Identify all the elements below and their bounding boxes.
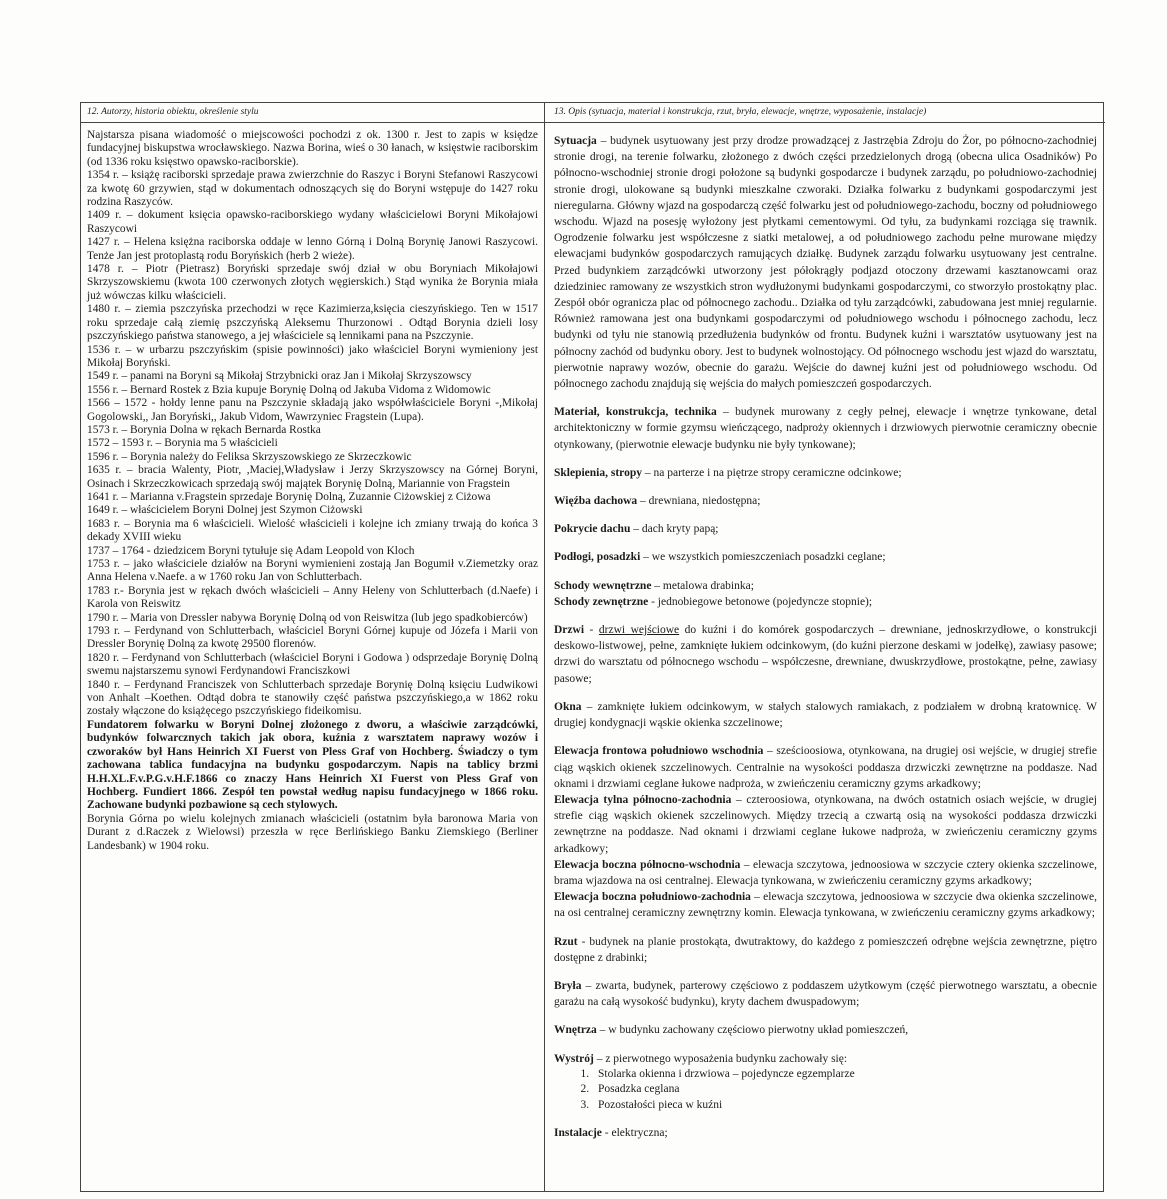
section-title: Rzut — [554, 935, 578, 948]
section-text: – budynek usytuowany jest przy drodze prowadzącej z Jastrzębia Zdroju do Żor, po północno-zachodniej stronie drogi, na terenie folwarku, złożonego z dwóch części przedzielonych drogą (obecna ulica Osadników) Po północno-wschodniej stronie drogi położone są budynki gospodarcze i budynek zarządu, po południowo-zachodniej stronie drogi, ulokowane są budynki mieszkalne czworaki. Działka folwarku z budynkami gospodarczymi jest nieregularna. Główny wjazd na gospodarczą część folwarku jest od południowego-zachodu, boczny od południowego wschodu. Wjazd na posesję wyłożony jest płytkami cementowymi. Od tyłu, za budynkami rozciąga się trawnik. Ogrodzenie folwarku jest współczesne z siatki metalowej, a od południowego zachodu pełne murowane między elewacjami budynków gospodarczych ramujących działkę. Budynek zarządu folwarku usytuowany jest centralne. Przed budynkiem zarządcówki utworzony jest półokrągły podjazd otoczony drzewami kasztanowcami oraz dziedziniec ramowany ze wszystkich stron wydłużonymi budynkami gospodarczymi, co stworzyło prostokątny plac. Zespół obór ogranicza plac od północnego zachodu.. Działka od tyłu zarządcówki, zabudowana jest mniej regularnie. Również ramowana jest ona budynkami gospodarczymi od południowego wschodu i północnego zachodu, lecz budynki od tyłu nie stanowią przedłużenia budynków od frontu. Budynek kuźni i warsztatów usytuowany jest na północny zachód od budynku obory. Jest to budynek wolnostojący. Od północnego wschodu jest wjazd do warsztatu, pierwotnie naprawy wozów, obecnie do garażu. Wejście do dawnej kuźni jest od południowego wschodu. Od północnego zachodu znajdują się wejścia do małych pomieszczeń gospodarczych. — [554, 135, 1097, 391]
section-text: – czteroosiowa, otynkowana, na dwóch ostatnich osiach wejście, w drugiej strefie ciąg wąskich okienek szczelinowych. Między trzecią a czwartą osią na wysokości poddasza drzwiczki zewnętrzne na poddasze. Nad oknami i drzwiami ceglane łukowe nadproża, w zwieńczeniu ceramiczny gzyms arkadkowy; — [554, 793, 1097, 855]
history-paragraph: 1840 r. – Ferdynand Franciszek von Schlutterbach sprzedaje Borynię Dolną księciu Ludwikowi von Anhalt –Koethen. Odtąd dobra te stanowiły część państwa pszczyńskiego,a w 1862 roku zostały włączone do książęcego pszczyńskiego fideikomisu. — [87, 678, 538, 718]
history-paragraph: Borynia Górna po wielu kolejnych zmianach właścicieli (ostatnim była baronowa Maria von Durant z d.Raczek z Wielowsi) przeszła w ręce Berlińskiego Banku Ziemskiego (Berliner Landesbank) w 1904 roku. — [87, 812, 538, 852]
history-paragraph: 1354 r. – książę raciborski sprzedaje prawa zwierzchnie do Raszyc i Boryni Stefanowi Raszycowi za kwotę 60 grzywien, stąd w dokumentach odnoszących się do Boryni wstępuje do 1427 roku rodzina Raszyców. — [87, 169, 538, 209]
section-title: Schody zewnętrzne — [554, 595, 649, 608]
history-paragraph: 1783 r.- Borynia jest w rękach dwóch właścicieli – Anny Heleny von Schlutterbach (d.Naefe) i Karola von Reiswitz — [87, 584, 538, 611]
section-dash: - — [584, 624, 599, 637]
section-text: do kuźni i do komórek gospodarczych – drewniane, jednoskrzydłowe, o konstrukcji deskowo-listwowej, pełne, zamknięte łukiem odcinkowym, (do kuźni pierzone deskami w jodełkę), zawiasy pasowe; drzwi do warsztatu od północnego wschodu – współczesne, drewniane, dwuskrzydłowe, prostokątne, pełne, zawiasy pasowe; — [554, 624, 1097, 685]
list-item: 3. Pozostałości pieca w kuźni — [592, 1098, 1097, 1114]
history-paragraph: 1409 r. – dokument księcia opawsko-raciborskiego wydany właścicielowi Boryni Mikołajowi Raszycowi — [87, 209, 538, 235]
description-column-header: 13. Opis (sytuacja, materiał i konstrukcja, rzut, bryła, elewacje, wnętrze, wyposażenie, instalacje) — [544, 106, 1105, 123]
description-column — [544, 103, 1105, 1191]
section-schody-zewnetrzne — [554, 594, 1097, 610]
history-paragraph: 1478 r. – Piotr (Pietrasz) Boryński sprzedaje swój dział w obu Boryniach Mikołajowi Skrzyszowskiemu (kwota 100 czerwonych złotych węgierskich.) Stąd wynika że Borynia miała już wówczas kilku właścicieli. — [87, 263, 538, 302]
section-text: – na parterze i na piętrze stropy ceramiczne odcinkowe; — [641, 466, 902, 479]
section-text: – metalowa drabinka; — [651, 579, 754, 592]
section-text: – budynek murowany z cegły pełnej, elewacje i wnętrze tynkowane, detal architektoniczny w formie gzymsu wieńczącego, nadproży okiennych i drzwiowych pierwotnie ceramiczny obecnie otynkowany, (pierwotnie elewacje budynku nie były tynkowane); — [554, 406, 1097, 451]
history-paragraph: 1596 r. – Borynia należy do Feliksa Skrzyszowskiego ze Skrzeczkowic — [87, 450, 412, 463]
founder-paragraph: Fundatorem folwarku w Boryni Dolnej złożonego z dworu, a właściwie zarządcówki, budynków folwarcznych takich jak obora, kuźnia z warsztatem naprawy wozów i czworaków był Hans Heinrich XI Fuerst von Pless Graf von Hochberg. Świadczy o tym zachowana tablica fundacyjna na budynku gospodarczym. Napis na tablicy brzmi H.H.XL.F.v.P.G.v.H.F.1866 co znaczy Hans Heinrich XI Fuerst von Pless Graf von Hochberg. Fundiert 1866. Zespół ten powstał według napisu fundacyjnego w 1866 roku. Zachowane budynki pozbawione są cech stylowych. — [87, 718, 538, 812]
section-title: Sklepienia, stropy — [554, 466, 642, 479]
history-paragraph: 1635 r. – bracia Walenty, Piotr, ,Maciej,Władysław i Jerzy Skrzyszowscy na Górnej Boryni, Osinach i Skrzeczkowicach sprzedają swój majątek Borynię Dolną, Mariannie von Fragstein — [87, 464, 538, 490]
section-sytuacja — [554, 133, 1097, 392]
section-wnetrza — [554, 1022, 1097, 1038]
list-item: 1. Stolarka okienna i drzwiowa – pojedyncze egzemplarze — [592, 1067, 1097, 1083]
history-paragraph: 1683 r. – Borynia ma 6 właścicieli. Wielość właścicieli i kolejne ich zmiany trwają do końca 3 dekady XVIII wieku — [87, 517, 538, 544]
section-title: Podłogi, posadzki — [554, 551, 641, 564]
section-material — [554, 404, 1097, 453]
section-wystroj — [554, 1051, 1097, 1067]
history-paragraph: 1536 r. – w urbarzu pszczyńskim (spisie powinności) jako właściciel Boryni wymieniony jest Mikołaj Boryński. — [87, 343, 538, 369]
section-text: – dach kryty papą; — [630, 523, 719, 536]
section-rzut — [554, 934, 1097, 966]
history-paragraph: 1480 r. – ziemia pszczyńska przechodzi w ręce Kazimierza,księcia cieszyńskiego. Ten w 1517 roku sprzedaje całą ziemię pszczyńską Aleksemu Thurzonowi . Odtąd Borynia dzieli losy pszczyńskiego państwa stanowego, a jej właściciele są lennikami pana na Pszczynie. — [87, 303, 538, 343]
section-podlogi — [554, 549, 1097, 565]
history-paragraph: 1566 – 1572 - hołdy lenne panu na Pszczynie składają jako współwłaściciele Boryni -,Mikołaj Gogolowski,, Jan Boryński,, Jakub Vidom, Wawrzyniec Fragstein (Lupa). — [87, 397, 538, 423]
section-text: – elewacja szczytowa, jednoosiowa w szczycie cztery okienka szczelinowe, brama wjazdowa na osi centralnej. Elewacja tynkowana, w zwieńczeniu ceramiczny gzyms arkadkowy; — [554, 858, 1098, 887]
section-title: Pokrycie dachu — [554, 523, 631, 536]
section-underlined-term: drzwi wejściowe — [598, 624, 680, 637]
section-title: Więźba dachowa — [554, 495, 638, 508]
section-elewacja-frontowa — [554, 743, 1097, 792]
history-paragraph: Najstarsza pisana wiadomość o miejscowości pochodzi z ok. 1300 r. Jest to zapis w księdze fundacyjnej biskupstwa wrocławskiego. Nazwa Borina, wieś o 30 łanach, w księstwie raciborskim (od 1336 roku księstwo opawsko-raciborskie). — [87, 129, 538, 168]
history-paragraph: 1556 r. – Bernard Rostek z Bzia kupuje Borynię Dolną od Jakuba Vidoma z Widomowic — [87, 383, 491, 396]
section-title: Materiał, konstrukcja, technika — [554, 406, 717, 419]
section-schody-wewnetrzne — [554, 578, 1097, 594]
section-text: - budynek na planie prostokąta, dwutraktowy, do każdego z pomieszczeń odrębne wejścia zewnętrzne, piętro dostępne z drabinki; — [554, 935, 1097, 964]
section-text: – z pierwotnego wyposażenia budynku zachowały się: — [593, 1052, 848, 1065]
history-paragraph: 1427 r. – Helena księżna raciborska oddaje w lenno Górną i Dolną Borynię Janowi Raszycowi. Tenże Jan jest protoplastą rodu Boryńskich (herb 2 wieże). — [87, 236, 538, 262]
section-text: – zwarta, budynek, parterowy częściowo z poddaszem użytkowym (część pierwotnego warsztatu, a obecnie garażu na całą wysokość budynku), kryty dachem dwuspadowym; — [554, 979, 1097, 1009]
section-title: Okna — [554, 700, 582, 713]
section-instalacje — [554, 1125, 1097, 1141]
section-pokrycie — [554, 521, 1097, 537]
history-paragraph: 1737 – 1764 - dziedzicem Boryni tytułuje się Adam Leopold von Kloch — [87, 544, 415, 557]
section-title: Elewacja frontowa południowo wschodnia — [554, 745, 764, 758]
section-text: – zamknięte łukiem odcinkowym, w stałych stalowych ramiakach, z podziałem w drobną kratownicę. W drugiej kondygnacji wąskie okienka szczelinowe; — [554, 700, 1097, 730]
history-paragraph: 1790 r. – Maria von Dressler nabywa Borynię Dolną od von Reiswitza (lub jego spadkobierców) — [87, 611, 528, 624]
section-text: - jednobiegowe betonowe (pojedyncze stopnie); — [648, 595, 873, 608]
section-sklepienia — [554, 465, 1097, 481]
section-title: Drzwi — [554, 624, 585, 637]
section-title: Wnętrza — [554, 1024, 597, 1037]
section-wiezba — [554, 493, 1097, 509]
history-column — [81, 103, 544, 1191]
history-paragraph: 1753 r. – jako właściciele działów na Boryni wymienieni zostają Jan Bogumił v.Ziemetzky oraz Anna Helena v.Naefe. a w 1760 roku Jan von Schlutterbach. — [87, 558, 538, 584]
section-text: – we wszystkich pomieszczeniach posadzki ceglane; — [640, 551, 886, 564]
section-text: – sześcioosiowa, otynkowana, na drugiej osi wejście, w drugiej strefie ciąg wąskich okienek szczelinowych. Centralnie na wysokości poddasza drzwiczki zewnętrzne na poddasze. Nad oknami i drzwiami ceglane łukowe nadproża, w zwieńczeniu ceramiczny gzyms arkadkowy; — [554, 745, 1097, 790]
history-paragraph: 1820 r. – Ferdynand von Schlutterbach (właściciel Boryni i Godowa ) odsprzedaje Borynię Dolną swemu najstarszemu synowi Ferdynandowi Franciszkowi — [87, 651, 538, 678]
section-title: Bryła — [554, 979, 582, 992]
section-title: Instalacje — [554, 1127, 602, 1140]
section-title: Wystrój — [554, 1052, 594, 1065]
section-title: Sytuacja — [554, 135, 597, 147]
section-text: – w budynku zachowany częściowo pierwotny układ pomieszczeń, — [596, 1024, 909, 1037]
history-paragraph: 1573 r. – Borynia Dolna w rękach Bernarda Rostka — [87, 423, 321, 436]
section-elewacja-pd-zach — [554, 889, 1097, 921]
section-elewacja-tylna — [554, 792, 1097, 857]
list-item: 2. Posadzka ceglana — [592, 1082, 1097, 1098]
section-text: - elektryczna; — [601, 1127, 668, 1140]
section-drzwi — [554, 622, 1097, 687]
history-paragraph: 1572 – 1593 r. – Borynia ma 5 właścicieli — [87, 437, 278, 450]
outfit-list — [554, 1067, 1097, 1114]
history-paragraph: 1649 r. – właścicielem Boryni Dolnej jest Szymon Ciżowski — [87, 504, 363, 517]
history-paragraph: 1641 r. – Marianna v.Fragstein sprzedaje Borynię Dolną, Zuzannie Ciżowskiej z Ciżowa — [87, 490, 491, 503]
section-elewacja-pn-wsch — [554, 857, 1097, 889]
section-title: Elewacja boczna północno-wschodnia — [554, 858, 741, 871]
section-text: – drewniana, niedostępna; — [637, 495, 761, 508]
section-okna — [554, 699, 1097, 731]
section-bryla — [554, 978, 1097, 1010]
section-title: Elewacja boczna południowo-zachodnia — [554, 891, 751, 904]
history-column-header: 12. Autorzy, historia obiektu, określenie stylu — [81, 106, 544, 123]
history-text — [87, 129, 538, 853]
section-title: Schody wewnętrzne — [554, 579, 652, 592]
history-paragraph: 1793 r. – Ferdynand von Schlutterbach, właściciel Boryni Górnej kupuje od Józefa i Marii von Dressler Borynię Dolną za kwotę 29500 florenów. — [87, 625, 538, 651]
section-text: – elewacja szczytowa, jednoosiowa w szczycie dwa okienka szczelinowe, na osi centralnej ceramiczny zewnętrzny komin. Elewacja tynkowana, w zwieńczeniu ceramiczny gzyms arkadkowy; — [554, 891, 1097, 920]
form-table — [80, 102, 1104, 1192]
history-paragraph: 1549 r. – panami na Boryni są Mikołaj Strzybnicki oraz Jan i Mikołaj Skrzyszowscy — [87, 370, 472, 383]
section-title: Elewacja tylna północno-zachodnia — [554, 793, 732, 806]
